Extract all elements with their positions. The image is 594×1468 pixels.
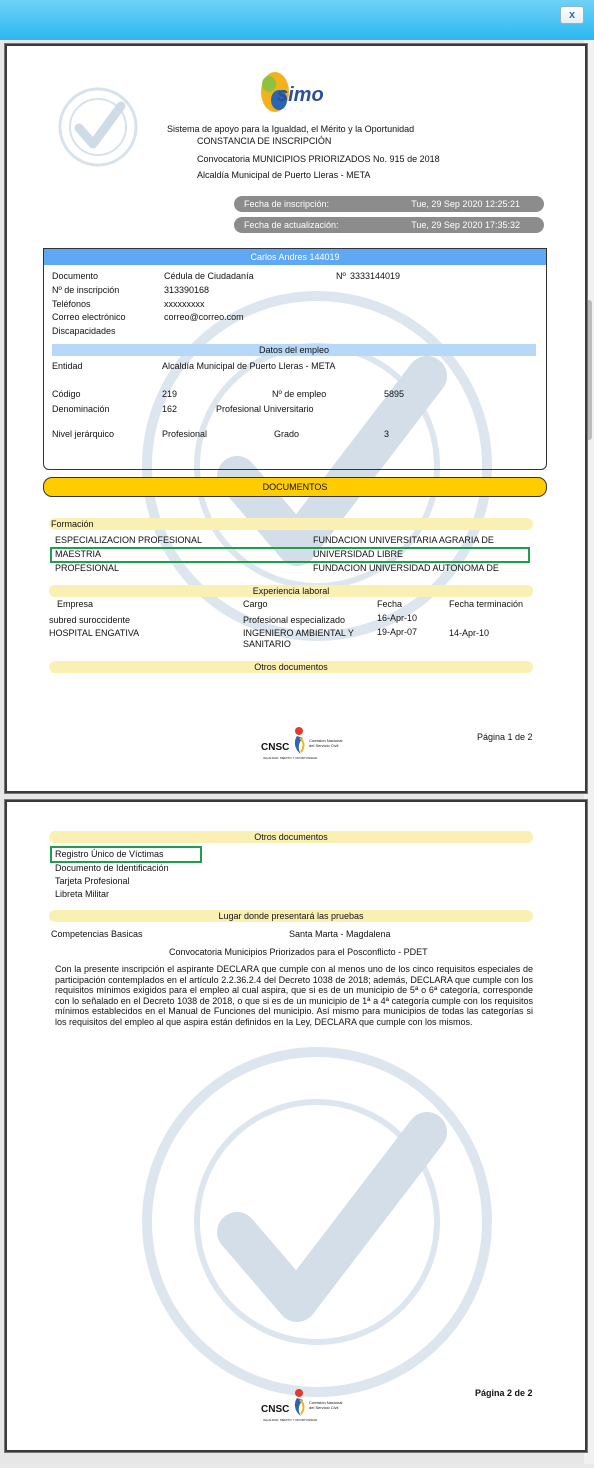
fecha-inscripcion-value: Tue, 29 Sep 2020 12:25:21 bbox=[411, 199, 520, 209]
page-number-2: Página 2 de 2 bbox=[475, 1388, 533, 1398]
large-stamp-watermark-2 bbox=[127, 1032, 507, 1412]
fecha-inscripcion-label: Fecha de inscripción: bbox=[244, 199, 330, 209]
numero-value: 3333144019 bbox=[350, 271, 401, 281]
formacion-institucion-3: FUNDACION UNIVERSIDAD AUTONOMA DE bbox=[313, 563, 499, 573]
cnsc-emblem-icon bbox=[291, 726, 307, 756]
otro-doc-4: Libreta Militar bbox=[55, 889, 110, 899]
fecha-actualizacion-value: Tue, 29 Sep 2020 17:35:32 bbox=[411, 220, 520, 230]
lugar-ciudad: Santa Marta - Magdalena bbox=[289, 929, 391, 939]
cnsc-line1-2: Comisión Nacional bbox=[309, 1400, 343, 1405]
exp-row1-cargo: Profesional especializado bbox=[243, 615, 346, 625]
document-title: CONSTANCIA DE INSCRIPCIÓN bbox=[197, 136, 332, 146]
cnsc-slogan: IGUALDAD, MÉRITO Y OPORTUNIDAD bbox=[263, 756, 318, 760]
pdf-page-1 bbox=[5, 44, 587, 793]
inscripcion-value: 313390168 bbox=[164, 285, 210, 295]
denominacion-label: Denominación bbox=[52, 404, 110, 414]
num-empleo-label: Nº de empleo bbox=[272, 389, 327, 399]
otro-doc-2: Documento de Identificación bbox=[55, 863, 169, 873]
cnsc-line1: Comisión Nacional bbox=[309, 738, 343, 743]
formacion-nivel-2: MAESTRIA bbox=[55, 549, 102, 559]
convocatoria-title: Convocatoria MUNICIPIOS PRIORIZADOS No. 915 de 2018 bbox=[197, 154, 440, 164]
exp-row2-empresa: HOSPITAL ENGATIVA bbox=[49, 628, 140, 638]
correo-label: Correo electrónico bbox=[52, 312, 126, 322]
close-button[interactable]: x bbox=[560, 6, 584, 24]
exp-row2-fecha: 19-Apr-07 bbox=[377, 627, 418, 637]
cnsc-brand-2: CNSC bbox=[261, 1404, 290, 1415]
numero-label: Nº bbox=[336, 271, 346, 281]
entidad-value: Alcaldía Municipal de Puerto Lleras - META bbox=[162, 361, 336, 371]
pdf-page-2 bbox=[5, 800, 587, 1452]
title-bar bbox=[0, 0, 594, 41]
otro-doc-3: Tarjeta Profesional bbox=[55, 876, 130, 886]
cnsc-logo-2 bbox=[261, 1384, 345, 1424]
cnsc-emblem-icon-2 bbox=[291, 1388, 307, 1418]
otros-documentos-header-2: Otros documentos bbox=[49, 831, 533, 843]
exp-col-fecha: Fecha bbox=[377, 599, 403, 609]
entidad-label: Entidad bbox=[52, 361, 83, 371]
exp-col-cargo: Cargo bbox=[243, 599, 268, 609]
declaration-text: Con la presente inscripción el aspirante DECLARA que cumple con al menos uno de los cinco requisitos especiales de participación contemplados en el artículo 2.2.36.2.4 del Decreto 1038 de 2018; además, DECLARA que cumple con los requisitos mínimos exigidos para el empleo al cual aspira, que si es de un municipio de 5ª o 6ª categoría, corresponde con lo señalado en el Decreto 1038 de 2018, o que si es de un municipio de 1ª a 4ª categoría cumple con los requisitos mínimos establecidos en el Manual de Funciones del municipio. Así mismo para municipios de todas las categorías si los requisitos del empleo al que aspira están definidos en la Ley, DECLARA que cumple con los mismos. bbox=[55, 964, 533, 1027]
exp-row1-empresa: subred suroccidente bbox=[49, 615, 131, 625]
exp-col-fecha-fin: Fecha terminación bbox=[449, 599, 524, 609]
page-number-1: Página 1 de 2 bbox=[477, 732, 533, 742]
lugar-prueba: Competencias Basicas bbox=[51, 929, 143, 939]
discapacidades-label: Discapacidades bbox=[52, 326, 116, 336]
fecha-inscripcion-pill bbox=[234, 196, 544, 212]
small-stamp-watermark bbox=[55, 84, 141, 170]
exp-row2-cargo-2: SANITARIO bbox=[243, 639, 291, 649]
applicant-card bbox=[43, 248, 547, 470]
codigo-value: 219 bbox=[162, 389, 178, 399]
codigo-label: Código bbox=[52, 389, 81, 399]
formacion-header: Formación bbox=[49, 518, 533, 530]
applicant-name: Carlos Andres 144019 bbox=[44, 249, 546, 265]
cnsc-slogan-2: IGUALDAD, MÉRITO Y OPORTUNIDAD bbox=[263, 1418, 318, 1422]
header-tagline: Sistema de apoyo para la Igualdad, el Mérito y la Oportunidad bbox=[167, 124, 415, 134]
grado-value: 3 bbox=[384, 429, 390, 439]
entity-name: Alcaldía Municipal de Puerto Lleras - META bbox=[197, 170, 371, 180]
otro-doc-1: Registro Único de Víctimas bbox=[55, 849, 164, 859]
fecha-actualizacion-pill bbox=[234, 217, 544, 233]
num-empleo-value: 5895 bbox=[384, 389, 405, 399]
datos-empleo-header: Datos del empleo bbox=[52, 344, 536, 356]
cnsc-logo bbox=[261, 722, 345, 762]
otros-documentos-header: Otros documentos bbox=[49, 661, 533, 673]
fecha-actualizacion-label: Fecha de actualización: bbox=[244, 220, 339, 230]
experiencia-header: Experiencia laboral bbox=[49, 585, 533, 597]
telefonos-label: Teléfonos bbox=[52, 299, 91, 309]
convocatoria-line: Convocatoria Municipios Priorizados para el Posconflicto - PDET bbox=[169, 947, 428, 957]
grado-label: Grado bbox=[274, 429, 300, 439]
correo-value: correo@correo.com bbox=[164, 312, 244, 322]
documento-label: Documento bbox=[52, 271, 99, 281]
denominacion-code: 162 bbox=[162, 404, 178, 414]
formacion-nivel-3: PROFESIONAL bbox=[55, 563, 120, 573]
lugar-pruebas-header: Lugar donde presentará las pruebas bbox=[49, 910, 533, 922]
telefonos-value: xxxxxxxxx bbox=[164, 299, 205, 309]
denominacion-value: Profesional Universitario bbox=[216, 404, 314, 414]
exp-row2-cargo-1: INGENIERO AMBIENTAL Y bbox=[243, 628, 354, 638]
nivel-value: Profesional bbox=[162, 429, 208, 439]
cnsc-brand: CNSC bbox=[261, 742, 290, 753]
exp-col-empresa: Empresa bbox=[57, 599, 94, 609]
nivel-label: Nivel jerárquico bbox=[52, 429, 115, 439]
simo-logo-text: simo bbox=[277, 84, 324, 106]
exp-row1-fecha: 16-Apr-10 bbox=[377, 613, 418, 623]
formacion-institucion-2: UNIVERSIDAD LIBRE bbox=[313, 549, 404, 559]
highlight-maestria-row bbox=[50, 547, 530, 563]
documento-tipo: Cédula de Ciudadanía bbox=[164, 271, 254, 281]
cnsc-line2-2: del Servicio Civil bbox=[309, 1405, 339, 1410]
exp-row2-fecha-fin: 14-Apr-10 bbox=[449, 628, 490, 638]
inscripcion-label: Nº de inscripción bbox=[52, 285, 120, 295]
formacion-nivel-1: ESPECIALIZACION PROFESIONAL bbox=[55, 535, 203, 545]
formacion-institucion-1: FUNDACION UNIVERSITARIA AGRARIA DE bbox=[313, 535, 494, 545]
cnsc-line2: del Servicio Civil bbox=[309, 743, 339, 748]
documentos-header: DOCUMENTOS bbox=[43, 477, 547, 497]
